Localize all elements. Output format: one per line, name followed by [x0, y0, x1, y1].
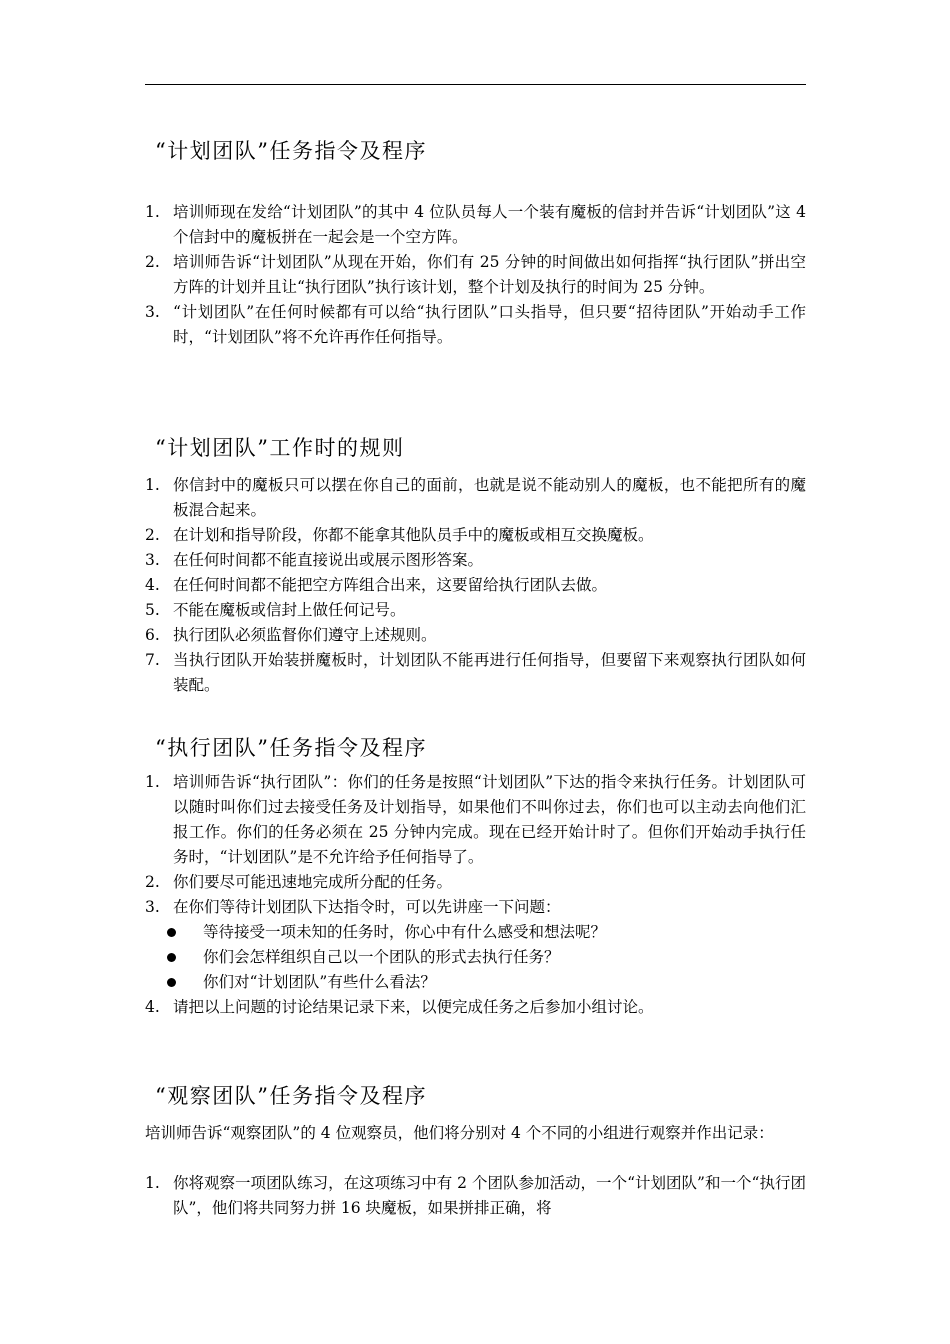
bullet-item: 你们对“计划团队”有些什么看法？	[145, 970, 806, 995]
list-item: 1. 培训师现在发给“计划团队”的其中 4 位队员每人一个装有魔板的信封并告诉“计划团队”这 4 个信封中的魔板拼在一起会是一个空方阵。	[145, 203, 807, 246]
section-title-execution-instructions: “执行团队”任务指令及程序	[155, 736, 427, 760]
header-rule	[145, 84, 806, 85]
list-item: 3. “计划团队”在任何时候都有可以给“执行团队”口头指导，但只要“招待团队”开始动手工作时，“计划团队”将不允许再作任何指导。	[145, 303, 806, 346]
bullet-dot-icon	[167, 953, 176, 962]
list-item: 6. 执行团队必须监督你们遵守上述规则。	[145, 626, 437, 644]
list-item: 7. 当执行团队开始装拼魔板时，计划团队不能再进行任何指导，但要留下来观察执行团队如何装配。	[145, 651, 806, 694]
planning-rules-list	[145, 473, 806, 698]
section-title-planning-instructions: “计划团队”任务指令及程序	[155, 139, 427, 163]
bullet-dot-icon	[167, 928, 176, 937]
section-title-observation-instructions: “观察团队”任务指令及程序	[155, 1084, 427, 1108]
list-item: 2. 你们要尽可能迅速地完成所分配的任务。	[145, 873, 453, 891]
list-item: 3. 在任何时间都不能直接说出或展示图形答案。	[145, 551, 484, 569]
list-item: 1. 你信封中的魔板只可以摆在你自己的面前，也就是说不能动别人的魔板，也不能把所有的魔板混合起来。	[145, 476, 806, 519]
observation-intro: 培训师告诉“观察团队”的 4 位观察员，他们将分别对 4 个不同的小组进行观察并作出记录：	[145, 1124, 774, 1142]
list-item: 3. 在你们等待计划团队下达指令时，可以先讲座一下问题：	[145, 898, 561, 916]
bullet-item: 你们会怎样组织自己以一个团队的形式去执行任务？	[145, 945, 806, 970]
list-item: 5. 不能在魔板或信封上做任何记号。	[145, 601, 406, 619]
execution-instructions-list	[145, 770, 806, 1020]
bullet-dot-icon	[167, 978, 176, 987]
observation-instructions-list	[145, 1171, 806, 1221]
list-item: 2. 培训师告诉“计划团队”从现在开始，你们有 25 分钟的时间做出如何指挥“执行团队”拼出空方阵的计划并且让“执行团队”执行该计划，整个计划及执行的时间为 25 分钟。	[145, 253, 806, 296]
list-item: 4. 请把以上问题的讨论结果记录下来，以便完成任务之后参加小组讨论。	[145, 998, 654, 1016]
planning-instructions-list	[145, 200, 806, 350]
list-item: 1. 你将观察一项团队练习，在这项练习中有 2 个团队参加活动，一个“计划团队”和一个“执行团队”，他们将共同努力拼 16 块魔板，如果拼排正确，将	[145, 1174, 806, 1217]
list-item: 4. 在任何时间都不能把空方阵组合出来，这要留给执行团队去做。	[145, 576, 608, 594]
section-title-planning-rules: “计划团队”工作时的规则	[155, 436, 405, 460]
list-item: 1. 培训师告诉“执行团队”：你们的任务是按照“计划团队”下达的指令来执行任务。计划团队可以随时叫你们过去接受任务及计划指导，如果他们不叫你过去，你们也可以主动去向他们汇报工作。你们的任务必须在 25 分钟内完成。现在已经开始计时了。但你们开始动手执行任务时，“计划团队”是不允许给予任何指导了。	[145, 773, 806, 866]
list-item: 2. 在计划和指导阶段，你都不能拿其他队员手中的魔板或相互交换魔板。	[145, 526, 654, 544]
bullet-item: 等待接受一项未知的任务时，你心中有什么感受和想法呢？	[145, 920, 806, 945]
